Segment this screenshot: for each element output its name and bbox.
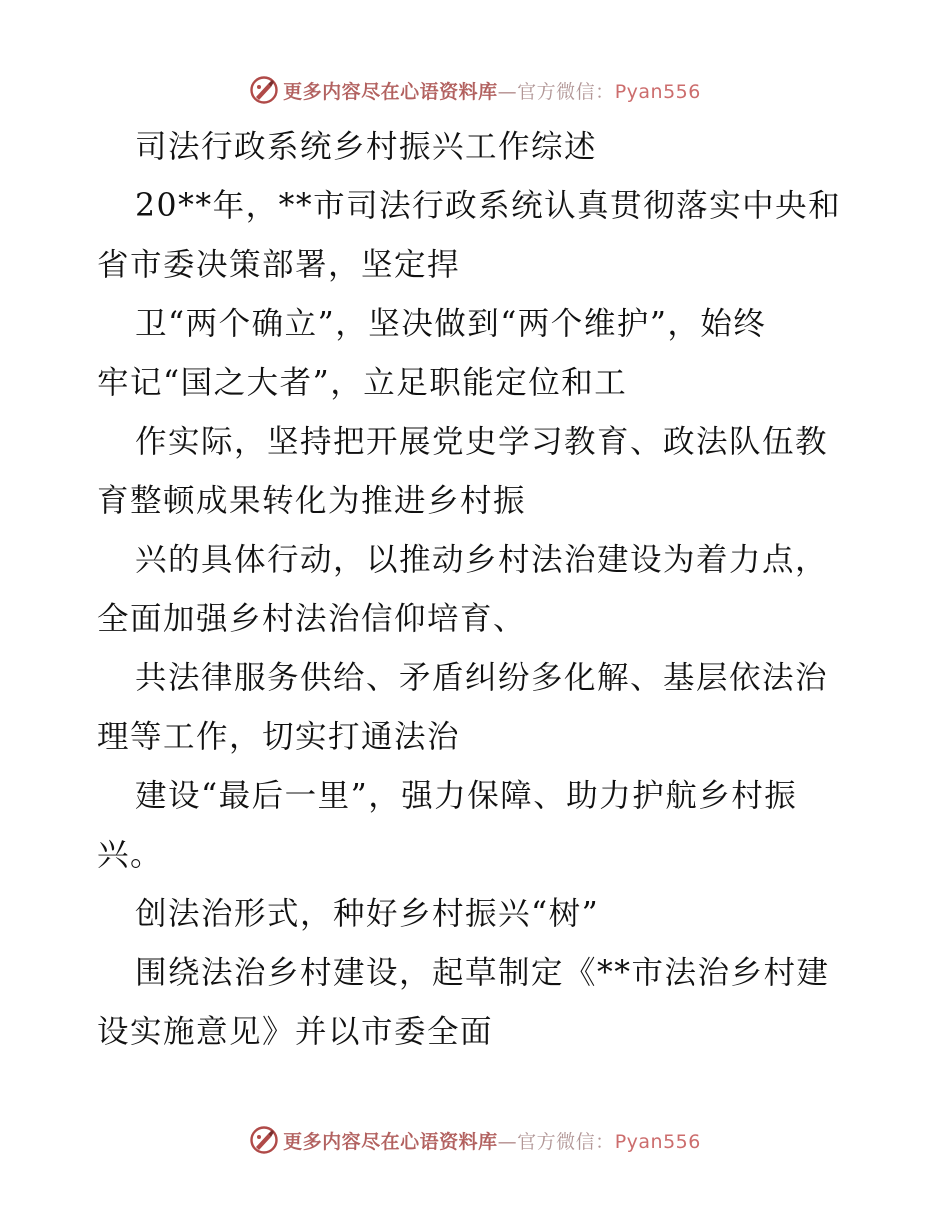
header-official-label: 官方微信：	[517, 80, 615, 103]
header-dash: —	[497, 80, 518, 103]
footer-dash: —	[497, 1130, 518, 1153]
footer-banner	[0, 1122, 950, 1158]
paragraph-line: 卫“两个确立”，坚决做到“两个维护”，始终	[135, 306, 767, 342]
footer-brand: 更多内容尽在心语资料库	[283, 1130, 498, 1153]
document-body	[97, 118, 857, 1062]
paragraph-line: 作实际，坚持把开展党史学习教育、政法队伍教	[135, 424, 829, 460]
header-banner	[0, 72, 950, 108]
document-title: 司法行政系统乡村振兴工作综述	[135, 129, 598, 165]
paragraph-line: 省市委决策部署，坚定捍	[97, 247, 461, 283]
paragraph-line: 围绕法治乡村建设，起草制定《**市法治乡村建	[135, 955, 830, 991]
paragraph-line: 牢记“国之大者”，立足职能定位和工	[97, 365, 628, 401]
paragraph-line: 共法律服务供给、矛盾纠纷多化解、基层依法治	[135, 660, 829, 696]
paragraph-line: 20**年，**市司法行政系统认真贯彻落实中央和	[135, 188, 842, 224]
footer-text	[283, 1127, 701, 1154]
footer-official-label: 官方微信：	[517, 1130, 615, 1153]
header-brand: 更多内容尽在心语资料库	[283, 80, 498, 103]
header-text	[283, 77, 701, 104]
paragraph-line: 设实施意见》并以市委全面	[97, 1014, 494, 1050]
paragraph-line: 兴的具体行动，以推动乡村法治建设为着力点，	[135, 542, 829, 578]
footer-wechat-id: Pyan556	[614, 1130, 701, 1153]
section-heading: 创法治形式，种好乡村振兴“树”	[135, 896, 600, 932]
paragraph-line: 理等工作，切实打通法治	[97, 719, 461, 755]
paragraph-line: 育整顿成果转化为推进乡村振	[97, 483, 527, 519]
paragraph-line: 建设“最后一里”，强力保障、助力护航乡村振	[135, 778, 798, 814]
header-wechat-id: Pyan556	[614, 80, 701, 103]
circular-pen-logo-icon	[249, 1125, 279, 1155]
circular-pen-logo-icon	[249, 75, 279, 105]
paragraph-line: 全面加强乡村法治信仰培育、	[97, 601, 527, 637]
paragraph-line: 兴。	[97, 837, 164, 873]
